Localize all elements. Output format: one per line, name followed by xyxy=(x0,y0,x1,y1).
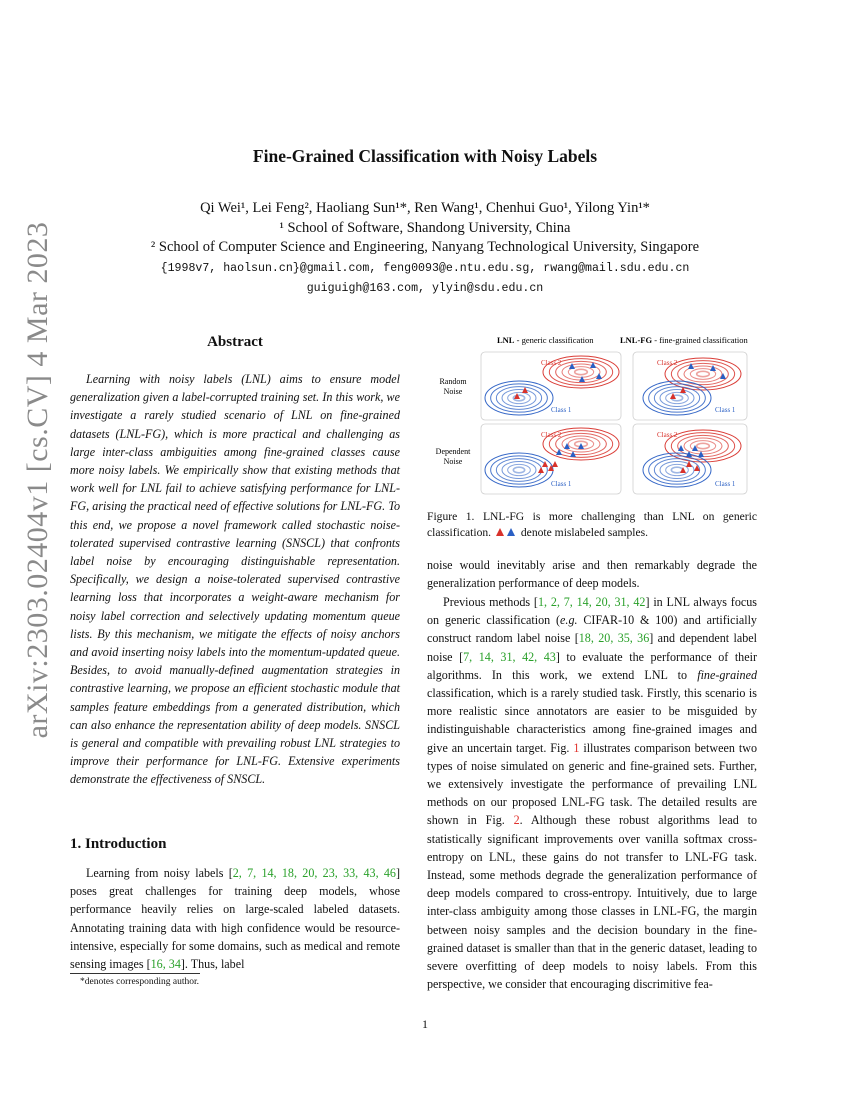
contour-ring xyxy=(491,456,548,484)
contour-ring xyxy=(697,371,710,376)
figure-caption: Figure 1. LNL-FG is more challenging than LNL on generic classification. denote mislabeled samples. xyxy=(427,510,757,539)
footnote: *denotes corresponding author. xyxy=(80,977,199,987)
citation[interactable]: 18, 20, 35, 36 xyxy=(578,631,650,646)
contour-ring xyxy=(654,387,699,410)
mislabel-triangle xyxy=(538,467,544,473)
affiliation-2: ² School of Computer Science and Engineering, Nanyang Technological University, Singapore xyxy=(150,239,700,255)
contour-ring xyxy=(508,464,531,475)
arxiv-sidebar xyxy=(18,221,58,739)
emails-line-2: guiguigh@163.com, ylyin@sdu.edu.cn xyxy=(306,282,544,295)
citation[interactable]: 2, 7, 14, 18, 20, 23, 33, 43, 46 xyxy=(232,866,396,880)
contour-ring xyxy=(671,361,734,388)
row-label-noise-2: Noise xyxy=(443,457,463,466)
contour-ring xyxy=(513,467,524,473)
class-label: Class 2 xyxy=(657,359,678,367)
fig-header-lnlfg: LNL-FG - fine-grained classification xyxy=(620,335,748,345)
citation[interactable]: 7, 14, 31, 42, 43 xyxy=(463,649,556,664)
contour-ring xyxy=(575,369,588,374)
class-label: Class 1 xyxy=(551,480,572,488)
mislabel-triangle xyxy=(552,461,558,467)
class-label: Class 1 xyxy=(715,480,736,488)
page-number: 1 xyxy=(422,1017,428,1031)
row-label-random: Random xyxy=(439,377,467,386)
col2-paragraph-1: noise would inevitably arise and then remarkably degrade the generalization performance of deep models. xyxy=(427,558,757,591)
figure-ref[interactable]: 1 xyxy=(573,740,580,755)
arxiv-id: arXiv:2303.02404v1 [cs.CV] 4 Mar 2023 xyxy=(21,221,54,739)
mislabel-triangle xyxy=(556,449,562,455)
fig-header-lnl: LNL - generic classification xyxy=(497,335,594,345)
intro-heading: 1. Introduction xyxy=(70,836,167,852)
contour-ring xyxy=(654,459,699,482)
row-label-dependent: Dependent xyxy=(435,447,471,456)
triangle-legend-icon xyxy=(494,527,518,537)
class-label: Class 2 xyxy=(541,431,562,439)
contour-ring xyxy=(649,384,706,412)
class-label: Class 2 xyxy=(541,359,562,367)
class-label: Class 1 xyxy=(551,406,572,414)
class-label: Class 1 xyxy=(715,406,736,414)
intro-paragraph: Learning from noisy labels [2, 7, 14, 18, 20, 23, 33, 43, 46] poses great challenges for training deep models, whose performance heavily relies on large-scaled labeled datasets. Annotating training data with high confidence would be resource-intensive, especially for some domains, such as medical and remote sensing images [16, 34]. Thus, label xyxy=(70,866,400,972)
contour-ring xyxy=(666,392,689,403)
contour-ring xyxy=(496,459,541,482)
contour-ring xyxy=(697,443,710,448)
authors: Qi Wei¹, Lei Feng², Haoliang Sun¹*, Ren Wang¹, Chenhui Guo¹, Yilong Yin¹* xyxy=(200,200,650,216)
figure-1 xyxy=(427,330,759,498)
contour-ring xyxy=(666,464,689,475)
figure-ref[interactable]: 2 xyxy=(513,813,520,828)
abstract-heading: Abstract xyxy=(207,334,263,350)
abstract-body: Learning with noisy labels (LNL) aims to ensure model generalization given a label-corrupted training set. In this work, we investigate a rarely studied scenario of LNL on fine-grained datasets (LNL-FG), which is more practical and challenging as large inter-class ambiguities among fine-grained classes cause more noisy labels. We empirically show that existing methods that work well for LNL fail to achieve satisfying performance for LNL-FG, arising the practical need of effective solutions for LNL-FG. To this end, we propose a novel framework called stochastic noise-tolerated supervised contrastive learning (SNSCL) that confronts label noise by encouraging distinguishable representation. Specifically, we design a noise-tolerated supervised contrastive learning loss that incorporates a weight-aware mechanism for noisy label correction and selectively updating momentum queue lists. By this mechanism, we mitigate the effects of noisy anchors and avoid inserting noisy labels into the momentum-updated queue. Besides, to avoid manually-defined augmentation strategies in contrastive learning, we propose an efficient stochastic module that samples feature embeddings from a generated distribution, which can also enhance the representation ability of deep models. SNSCL is general and compatible with prevailing robust LNL strategies to improve their performance for LNL-FG. Extensive experiments demonstrate the effectiveness of SNSCL. xyxy=(70,372,400,787)
emails-line-1: {1998v7, haolsun.cn}@gmail.com, feng0093@e.ntu.edu.sg, rwang@mail.sdu.edu.cn xyxy=(160,262,690,275)
citation[interactable]: 1, 2, 7, 14, 20, 31, 42 xyxy=(537,595,646,609)
affiliation-1: ¹ School of Software, Shandong University, China xyxy=(279,220,571,236)
row-label-noise: Noise xyxy=(443,387,463,396)
class-label: Class 2 xyxy=(657,431,678,439)
col2-paragraph-2: Previous methods [1, 2, 7, 14, 20, 31, 42] in LNL always focus on generic classification (e.g. CIFAR-10 & 100) and artificially construct random label noise [18, 20, 35, 36] and dependent label noise [7, 14, 31, 42, 43] to evaluate the performance of their algorithms. In this work, we extend LNL to fine-grained classification, which is a rarely studied task. Firstly, this scenario is more realistic since annotators are easier to be misguided by indistinguishable characteristics among fine-grained images and give an uncertain target. Fig. 1 illustrates comparison between two types of noise simulated on generic and fine-grained sets. Further, we extensively investigate the performance of prevailing LNL methods on our proposed LNL-FG task. The detailed results are shown in Fig. 2. Although these robust algorithms lead to statistically significant improvements over vanilla softmax cross-entropy on LNL, these gains do not transfer to LNL-FG task. Instead, some methods degrade the generalization performance of deep models compared to cross-entropy. Intuitively, due to large inter-class ambiguity among those classes in LNL-FG, the margin between noisy samples and the decision boundary in the fine-grained dataset is smaller than that in the generic dataset, leading to severe overfitting of deep models to noisy labels. From this perspective, we consider that encouraging discrimitive fea- xyxy=(427,595,758,992)
footnote-rule xyxy=(70,973,200,974)
contour-ring xyxy=(485,453,553,487)
citation[interactable]: 16, 34 xyxy=(150,957,181,972)
paper-title: Fine-Grained Classification with Noisy Labels xyxy=(252,146,598,166)
mislabel-triangle xyxy=(686,461,692,467)
mislabel-triangle xyxy=(678,445,684,451)
